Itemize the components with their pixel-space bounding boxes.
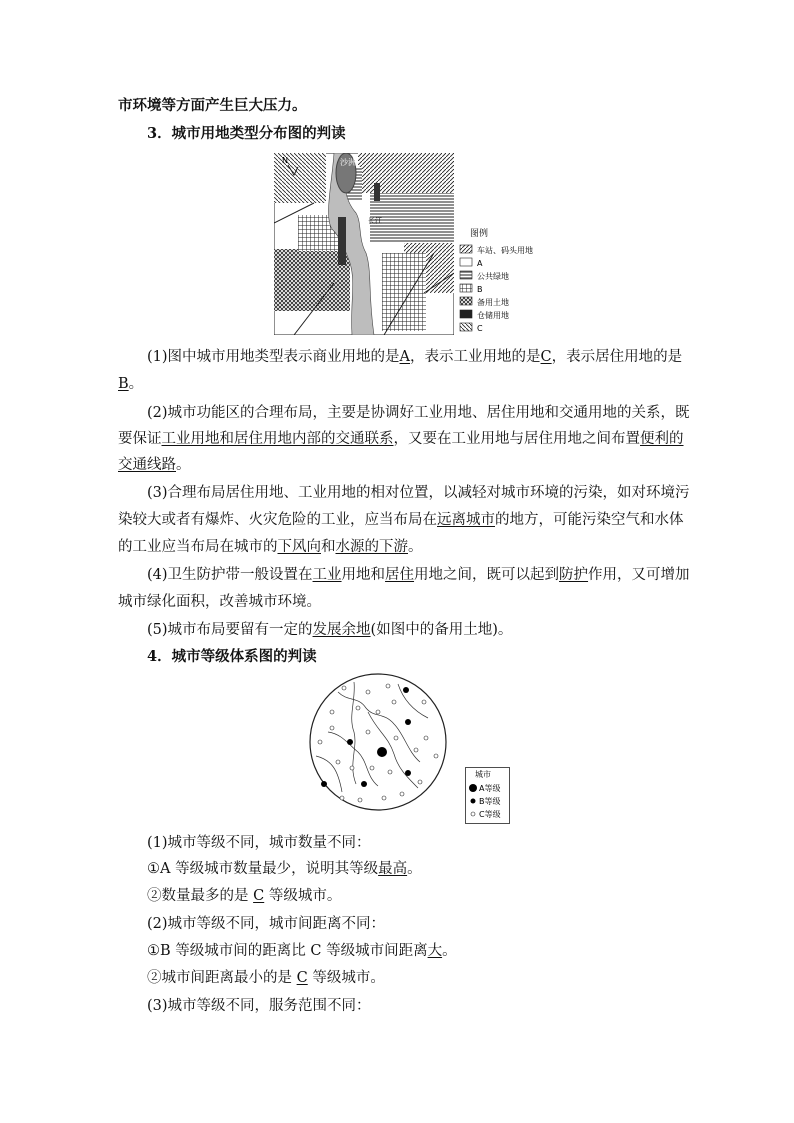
- north-label: N: [282, 156, 288, 165]
- question-1a: ①A 等级城市数量最少，说明其等级最高。: [147, 861, 422, 877]
- city-b: [403, 687, 409, 693]
- question-1b: ②数量最多的是 C 等级城市。: [147, 888, 342, 904]
- question-2: (2)城市等级不同，城市间距离不同：: [147, 916, 386, 932]
- city-hierarchy-map: [308, 672, 448, 812]
- land-use-legend: [458, 244, 588, 336]
- paragraph-4: (4)卫生防护带一般设置在工业用地和居住用地之间，既可以起到防护作用，又可增加: [147, 567, 690, 583]
- paragraph-2-line-2: 要保证工业用地和居住用地内部的交通联系，又要在工业用地与居住用地之间布置便利的: [118, 431, 684, 447]
- a-level-icon: [469, 784, 477, 792]
- city-b: [347, 739, 353, 745]
- legend-item: 备用土地: [477, 298, 509, 307]
- island-label: 沙洲: [340, 158, 356, 167]
- question-2a: ①B 等级城市间的距离比 C 等级城市间距离大。: [147, 943, 457, 959]
- b-level-icon: [471, 799, 476, 804]
- paragraph-4-line-2: 城市绿化面积，改善城市环境。: [118, 594, 321, 610]
- question-2b: ②城市间距离最小的是 C 等级城市。: [147, 970, 385, 986]
- legend-title: 图例: [470, 229, 489, 239]
- paragraph-1-cont: B。: [118, 376, 144, 392]
- paragraph-2: (2)城市功能区的合理布局，主要是协调好工业用地、居住用地和交通用地的关系，既: [147, 405, 690, 421]
- paragraph-2-line-3: 交通线路。: [118, 457, 191, 473]
- city-legend-title: 城市: [475, 770, 491, 779]
- city-a: [377, 747, 387, 757]
- legend-item: C: [477, 324, 483, 333]
- city-b: [321, 781, 327, 787]
- legend-item: A: [477, 259, 483, 268]
- city-b: [361, 781, 367, 787]
- section-3-heading: 3．城市用地类型分布图的判读: [147, 125, 346, 142]
- c-level-icon: [471, 812, 475, 816]
- paragraph-1: (1)图中城市用地类型表示商业用地的是A，表示工业用地的是C，表示居住用地的是: [147, 349, 683, 365]
- land-use-map: [274, 153, 454, 335]
- city-b: [405, 719, 411, 725]
- question-3: (3)城市等级不同，服务范围不同：: [147, 998, 371, 1014]
- paragraph-3-line-2: 染较大或者有爆炸、火灾危险的工业，应当布局在远离城市的地方，可能污染空气和水体: [118, 512, 684, 528]
- text-continuation: 市环境等方面产生巨大压力。: [118, 97, 307, 114]
- legend-item: 车站、码头用地: [477, 246, 533, 255]
- city-legend: [465, 767, 511, 825]
- legend-item: 仓储用地: [477, 311, 509, 320]
- river-label: 长江: [368, 217, 382, 225]
- city-b: [405, 770, 411, 776]
- paragraph-3-line-3: 的工业应当布局在城市的下风向和水源的下游。: [118, 539, 423, 555]
- city-legend-b: B等级: [479, 797, 501, 806]
- city-legend-a: A等级: [479, 784, 501, 793]
- question-1: (1)城市等级不同，城市数量不同：: [147, 835, 371, 851]
- paragraph-5: (5)城市布局要留有一定的发展余地(如图中的备用土地)。: [147, 622, 513, 638]
- city-legend-c: C等级: [479, 810, 501, 819]
- section-4-heading: 4．城市等级体系图的判读: [147, 648, 317, 665]
- paragraph-3: (3)合理布局居住用地、工业用地的相对位置，以减轻对城市环境的污染，如对环境污: [147, 485, 690, 501]
- legend-item: 公共绿地: [477, 272, 509, 281]
- legend-item: B: [477, 285, 483, 294]
